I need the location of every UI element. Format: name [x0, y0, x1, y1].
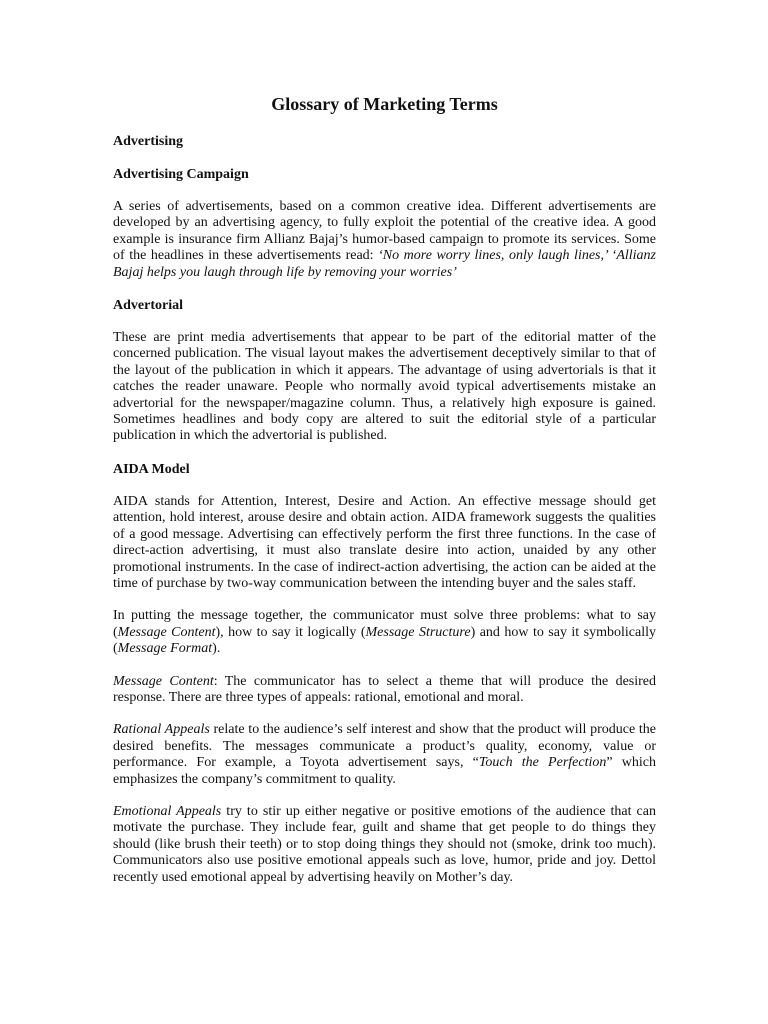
message-content-text: : The communicator has to select a theme that will produce the desired response. There are three types of appeals: rational, emotional and moral.	[113, 673, 656, 705]
term-emotional-appeals: Emotional Appeals	[113, 803, 222, 819]
term-message-format: Message Format	[117, 641, 213, 657]
emotional-text: try to stir up either negative or positive emotions of the audience that can motivate the purchase. They include fear, guilt and shame that get people to do things they should (like brush their teeth) or to stop doing things they should not (smoke, drink too much). Communicators also use positive emotional appeals such as love, humor, pride and joy. Dettol recently used emotional appeal by advertising heavily on Mother’s day.	[113, 803, 656, 885]
term-message-structure: Message Structure	[365, 624, 471, 640]
term-message-content-lead: Message Content	[113, 673, 214, 689]
document-title: Glossary of Marketing Terms	[271, 94, 498, 114]
rational-text-1: relate to the audience’s self interest and show that the product will produce the desired benefits. The messages communicate a product’s quality, economy, value or performance. For example, a Toyota advertisement says, “	[113, 722, 657, 771]
paragraph-rational-appeals	[113, 722, 656, 788]
campaign-text: A series of advertisements, based on a common creative idea. Different advertisements are developed by an advertising agency, to fully exploit the potential of the creative idea. A good example is insurance firm Allianz Bajaj’s humor-based campaign to promote its services. Some of the headlines in these advertisements read:	[113, 199, 656, 264]
putting-text-3: ) and how to say it symbolically (	[113, 624, 656, 657]
paragraph-emotional-appeals	[113, 804, 656, 886]
heading-advertorial: Advertorial	[113, 298, 183, 314]
paragraph-message-together	[113, 608, 656, 657]
putting-text-4: ).	[212, 641, 221, 657]
heading-advertising: Advertising	[113, 134, 183, 149]
paragraph-advertorial: These are print media advertisements that appear to be part of the editorial matter of the concerned publication. The visual layout makes the advertisement deceptively similar to that of the layout of the publication in which it appears. The advantage of using advertorials is that it catches the reader unaware. People who normally avoid typical advertisements mistake an advertorial for the newspaper/magazine column. Thus, a relatively high exposure is gained. Sometimes headlines and body copy are altered to suit the editorial style of a particular publication in which the advertorial is published.	[113, 330, 656, 444]
putting-text-1: In putting the message together, the communicator must solve three problems: what to say (	[113, 608, 656, 640]
term-message-content: Message Content	[117, 624, 216, 640]
paragraph-aida: AIDA stands for Attention, Interest, Desire and Action. An effective message should get attention, hold interest, arouse desire and obtain action. AIDA framework suggests the qualities of a good message. Advertising can effectively perform the first three functions. In the case of direct-action advertising, it must also translate desire into action, unaided by any other promotional instruments. In the case of indirect-action advertising, the action can be aided at the time of purchase by two-way communication between the intending buyer and the sales staff.	[113, 493, 656, 591]
paragraph-advertising-campaign	[113, 199, 656, 281]
putting-text-2: ), how to say it logically (	[215, 624, 366, 640]
heading-advertising-campaign: Advertising Campaign	[113, 167, 249, 182]
toyota-slogan: Touch the Perfection	[478, 755, 607, 771]
campaign-headlines: ‘No more worry lines, only laugh lines,’ ‘Allianz Bajaj helps you laugh through life by removing your worries’	[113, 248, 656, 280]
term-rational-appeals: Rational Appeals	[113, 722, 210, 738]
heading-aida-model: AIDA Model	[113, 461, 190, 477]
rational-text-2: ” which emphasizes the company’s commitment to quality.	[113, 755, 656, 787]
paragraph-message-content	[113, 674, 656, 707]
